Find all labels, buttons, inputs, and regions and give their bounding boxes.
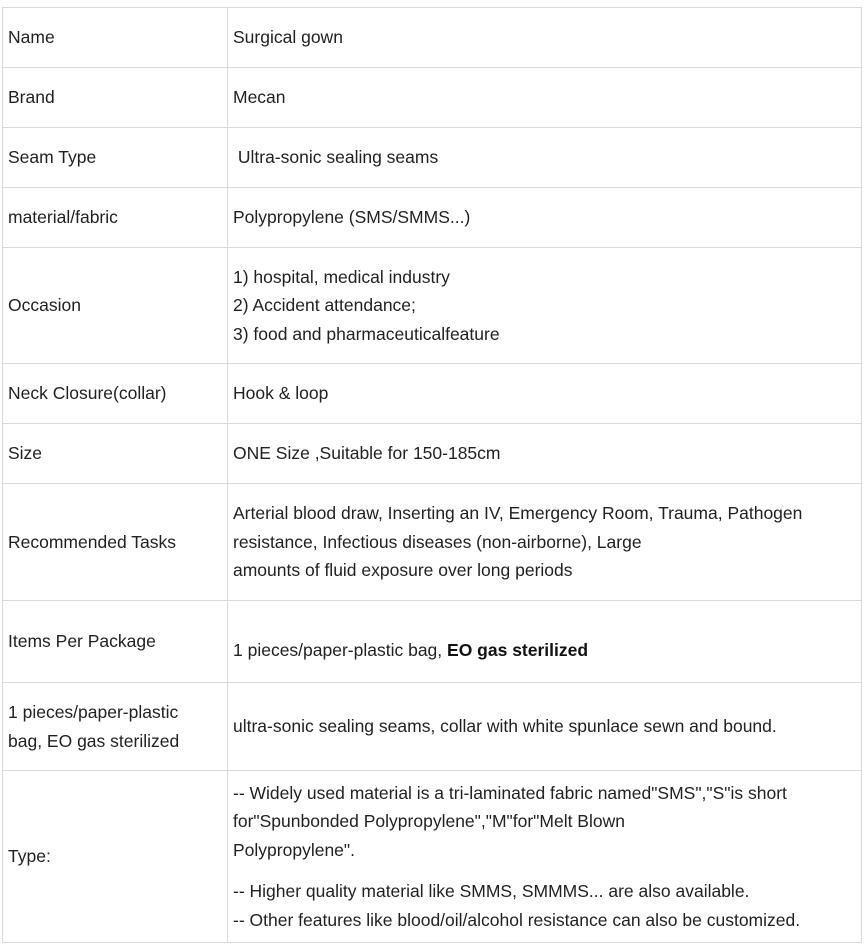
row-value bbox=[228, 601, 862, 683]
row-value: Mecan bbox=[228, 68, 862, 128]
value-line: resistance, Infectious diseases (non-airborne), Large bbox=[233, 531, 642, 552]
row-value bbox=[228, 248, 862, 364]
row-value: ONE Size ,Suitable for 150-185cm bbox=[228, 424, 862, 484]
table-row bbox=[3, 424, 862, 484]
label-line: bag, EO gas sterilized bbox=[8, 730, 180, 751]
row-label: Occasion bbox=[3, 248, 228, 364]
row-label: Name bbox=[3, 8, 228, 68]
table-row bbox=[3, 248, 862, 364]
row-value bbox=[228, 771, 862, 943]
value-line: 3) food and pharmaceuticalfeature bbox=[233, 323, 500, 344]
value-line: 1) hospital, medical industry bbox=[233, 266, 450, 287]
value-line: 2) Accident attendance; bbox=[233, 295, 416, 316]
row-label: Neck Closure(collar) bbox=[3, 364, 228, 424]
table-row bbox=[3, 128, 862, 188]
label-line: 1 pieces/paper-plastic bbox=[8, 702, 179, 722]
table-row bbox=[3, 683, 862, 771]
row-label bbox=[3, 683, 228, 771]
value-line: -- Higher quality material like SMMS, SMMMS... are also available. bbox=[233, 881, 750, 902]
table-row bbox=[3, 484, 862, 601]
value-text: 1 pieces/paper-plastic bag, bbox=[233, 640, 448, 660]
value-line: Arterial blood draw, Inserting an IV, Emergency Room, Trauma, Pathogen bbox=[233, 503, 803, 524]
row-label: Items Per Package bbox=[3, 601, 228, 683]
table-row bbox=[3, 188, 862, 248]
row-value: ultra-sonic sealing seams, collar with white spunlace sewn and bound. bbox=[228, 683, 862, 771]
table-row bbox=[3, 8, 862, 68]
value-line: amounts of fluid exposure over long periods bbox=[233, 560, 573, 581]
row-label: Type: bbox=[3, 771, 228, 943]
value-line: for"Spunbonded Polypropylene","M"for"Melt Blown bbox=[233, 811, 625, 832]
row-label: Seam Type bbox=[3, 128, 228, 188]
row-label: material/fabric bbox=[3, 188, 228, 248]
table-row bbox=[3, 771, 862, 943]
value-emphasis: EO gas sterilized bbox=[447, 640, 589, 660]
row-value bbox=[228, 484, 862, 601]
value-line: Polypropylene". bbox=[233, 839, 355, 860]
row-value: Hook & loop bbox=[228, 364, 862, 424]
row-value: Surgical gown bbox=[228, 8, 862, 68]
row-value: Polypropylene (SMS/SMMS...) bbox=[228, 188, 862, 248]
row-label: Size bbox=[3, 424, 228, 484]
row-label: Recommended Tasks bbox=[3, 484, 228, 601]
table-row bbox=[3, 68, 862, 128]
row-value: Ultra-sonic sealing seams bbox=[228, 128, 862, 188]
table-row bbox=[3, 601, 862, 683]
table-row bbox=[3, 364, 862, 424]
value-line: -- Other features like blood/oil/alcohol resistance can also be customized. bbox=[233, 909, 801, 930]
value-line: -- Widely used material is a tri-laminated fabric named"SMS","S"is short bbox=[233, 782, 787, 803]
spec-table bbox=[2, 7, 862, 943]
row-label: Brand bbox=[3, 68, 228, 128]
